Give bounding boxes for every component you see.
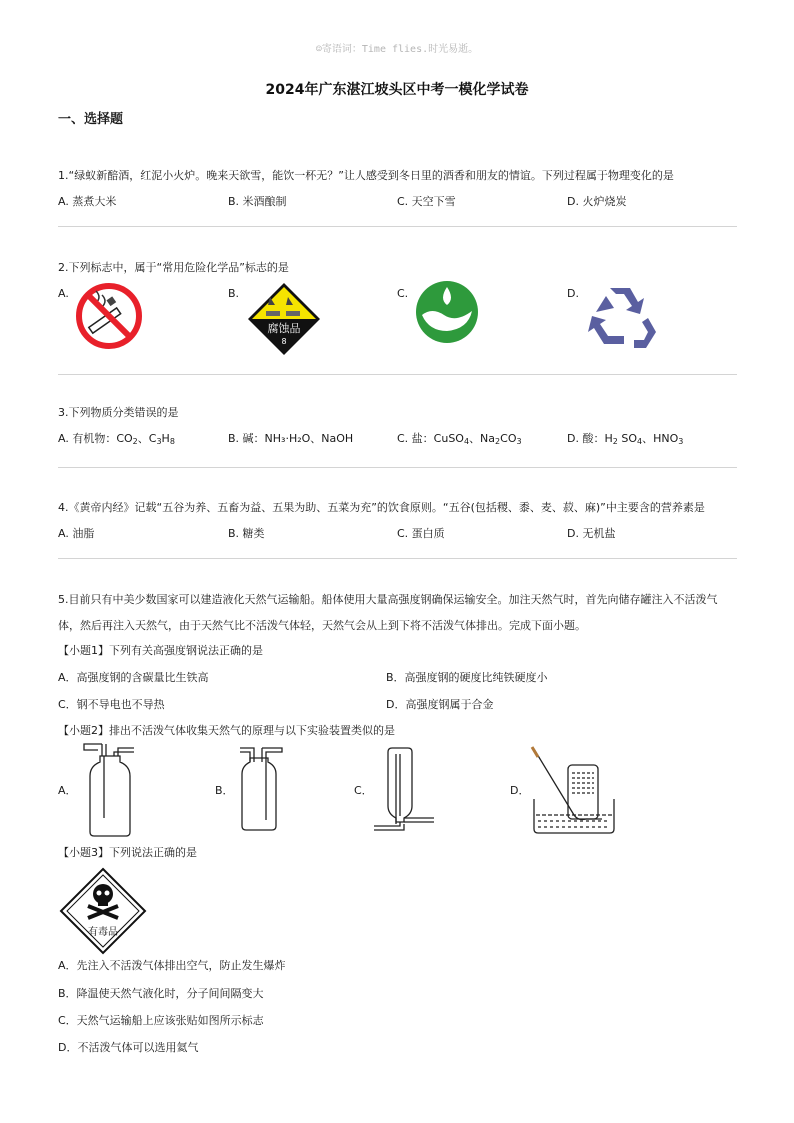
sub2-option-b-label[interactable]: B． [215,784,234,797]
toxic-substance-sign-icon [58,866,148,956]
question-1-stem: 1.“绿蚁新醅酒，红泥小火炉。晚来天欲雪，能饮一杯无？”让人感受到冬日里的酒香和朋友的情谊。下列过程属于物理变化的是 [58,169,674,182]
q1-option-a[interactable]: A. 蒸煮大米 [58,195,117,208]
question-5-stem-line1: 5.目前只有中美少数国家可以建造液化天然气运输船。船体使用大量高强度钢确保运输安全。加注天然气时，首先向储存罐注入不活泼气 [58,593,718,606]
sub1-option-c[interactable]: C．钢不导电也不导热 [58,698,165,711]
q4-option-b[interactable]: B. 糖类 [228,527,265,540]
sub2-option-a-label[interactable]: A． [58,784,77,797]
subquestion-2-stem: 【小题2】排出不活泼气体收集天然气的原理与以下实验装置类似的是 [58,724,395,737]
sub3-option-a[interactable]: A．先注入不活泼气体排出空气，防止发生爆炸 [58,959,286,972]
question-3-stem: 3.下列物质分类错误的是 [58,406,179,419]
q4-option-c[interactable]: C. 蛋白质 [397,527,445,540]
water-saving-sign-icon [414,279,480,345]
divider [58,558,737,559]
divider [58,226,737,227]
water-trough-collection-icon [528,745,620,837]
q2-option-a-label[interactable]: A. [58,287,69,300]
q2-option-b-label[interactable]: B. [228,287,240,300]
corrosive-sign-icon [246,281,322,357]
q3-option-c[interactable]: C. 盐：CuSO$_4$、$Na_2CO_3$ [397,432,522,446]
q3-option-d[interactable]: D. 酸：$H_2$ $SO_4$、$HNO_3$ [567,432,684,446]
q3-option-a[interactable]: A. 有机物：$CO_2$、$C_3H_8$ [58,432,175,446]
question-4-stem: 4.《黄帝内经》记载“五谷为养、五畜为益、五果为助、五菜为充”的饮食原则。“五谷(包括稷、黍、麦、菽、麻)”中主要含的营养素是 [58,501,705,514]
sub2-option-d-label[interactable]: D． [510,784,530,797]
watermark: ☺寄语词：Time flies.时光易逝。 [315,44,479,55]
sub3-option-c[interactable]: C．天然气运输船上应该张贴如图所示标志 [58,1014,264,1027]
divider [58,374,737,375]
toxic-label: 有毒品 [88,927,118,938]
corrosive-label: 腐蚀品 [267,322,301,335]
question-5-stem-line2: 体，然后再注入天然气，由于天然气比不活泼气体轻，天然气会从上到下将不活泼气体排出。完成下面小题。 [58,619,586,632]
gas-bottle-long-tube-left-icon [82,742,138,838]
sub1-option-d[interactable]: D．高强度钢属于合金 [386,698,494,711]
sub2-option-c-label[interactable]: C． [354,784,373,797]
question-2-stem: 2.下列标志中，属于“常用危险化学品”标志的是 [58,261,289,274]
sub1-option-a[interactable]: A．高强度钢的含碳量比生铁高 [58,671,209,684]
q1-option-b[interactable]: B. 米酒酿制 [228,195,287,208]
divider [58,467,737,468]
q2-option-d-label[interactable]: D. [567,287,579,300]
sub1-option-b[interactable]: B．高强度钢的硬度比纯铁硬度小 [386,671,548,684]
page-title: 2024年广东湛江坡头区中考一模化学试卷 [265,82,529,98]
corrosive-number: 8 [281,337,287,346]
q3-option-b[interactable]: B. 碱：NH₃·H₂O、NaOH [228,432,354,445]
gas-bottle-long-tube-right-icon [236,746,286,832]
q4-option-d[interactable]: D. 无机盐 [567,527,616,540]
q4-option-a[interactable]: A. 油脂 [58,527,95,540]
inverted-gas-bottle-icon [370,746,440,832]
sub3-option-b[interactable]: B．降温使天然气液化时，分子间间隔变大 [58,987,264,1000]
q1-option-c[interactable]: C. 天空下雪 [397,195,456,208]
q2-option-c-label[interactable]: C. [397,287,409,300]
subquestion-3-stem: 【小题3】下列说法正确的是 [58,846,197,859]
section-heading: 一、选择题 [58,112,124,127]
q1-option-d[interactable]: D. 火炉烧炭 [567,195,627,208]
no-smoking-sign-icon [74,281,144,351]
sub3-option-d[interactable]: D．不活泼气体可以选用氦气 [58,1041,199,1054]
recycle-sign-icon [584,282,658,352]
subquestion-1-stem: 【小题1】下列有关高强度钢说法正确的是 [58,644,263,657]
